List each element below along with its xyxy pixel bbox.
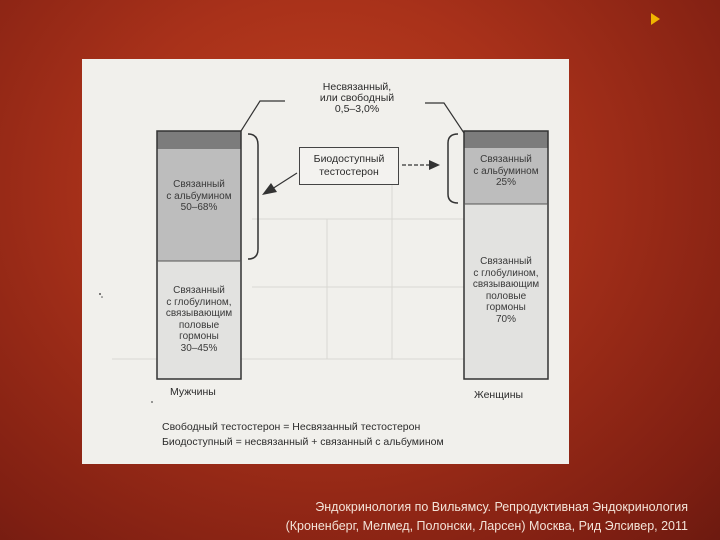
slide-bullet-icon [651, 13, 660, 25]
formula-bioavailable: Биодоступный = несвязанный + связанный с альбумином [162, 436, 444, 448]
women-albumin-label: Связанный с альбумином 25% [473, 154, 539, 188]
bioavailable-label-line-2: тестостерон [319, 166, 379, 178]
free-label-line-1: Несвязанный, [322, 81, 392, 93]
source-caption-line-1: Эндокринология по Вильямсу. Репродуктивная Эндокринология [315, 500, 688, 514]
men-globulin-label: Связанный с глобулином, связывающим половые гормоны 30–45% [165, 285, 233, 354]
bioavailable-box [299, 147, 399, 185]
testosterone-binding-diagram [82, 59, 569, 464]
scan-specks [99, 293, 153, 403]
women-title: Женщины [474, 389, 524, 401]
women-globulin-label: Связанный с глобулином, связывающим половые гормоны 70% [472, 256, 540, 325]
formula-free: Свободный тестостерон = Несвязанный тестостерон [162, 421, 421, 433]
women-brace [448, 134, 458, 203]
men-albumin-label: Связанный с альбумином 50–68% [166, 179, 232, 213]
bioavailable-label-line-1: Биодоступный [313, 153, 385, 165]
free-label-line-2: или свободный [319, 92, 395, 104]
women-free-segment [464, 131, 548, 148]
source-caption-line-2: (Кроненберг, Мелмед, Полонски, Ларсен) Москва, Рид Элсивер, 2011 [285, 519, 688, 533]
free-fraction-label [272, 82, 442, 115]
men-title: Мужчины [170, 386, 216, 398]
men-brace [248, 134, 258, 259]
men-free-segment [157, 131, 241, 149]
free-label-line-3: 0,5–3,0% [334, 103, 380, 115]
